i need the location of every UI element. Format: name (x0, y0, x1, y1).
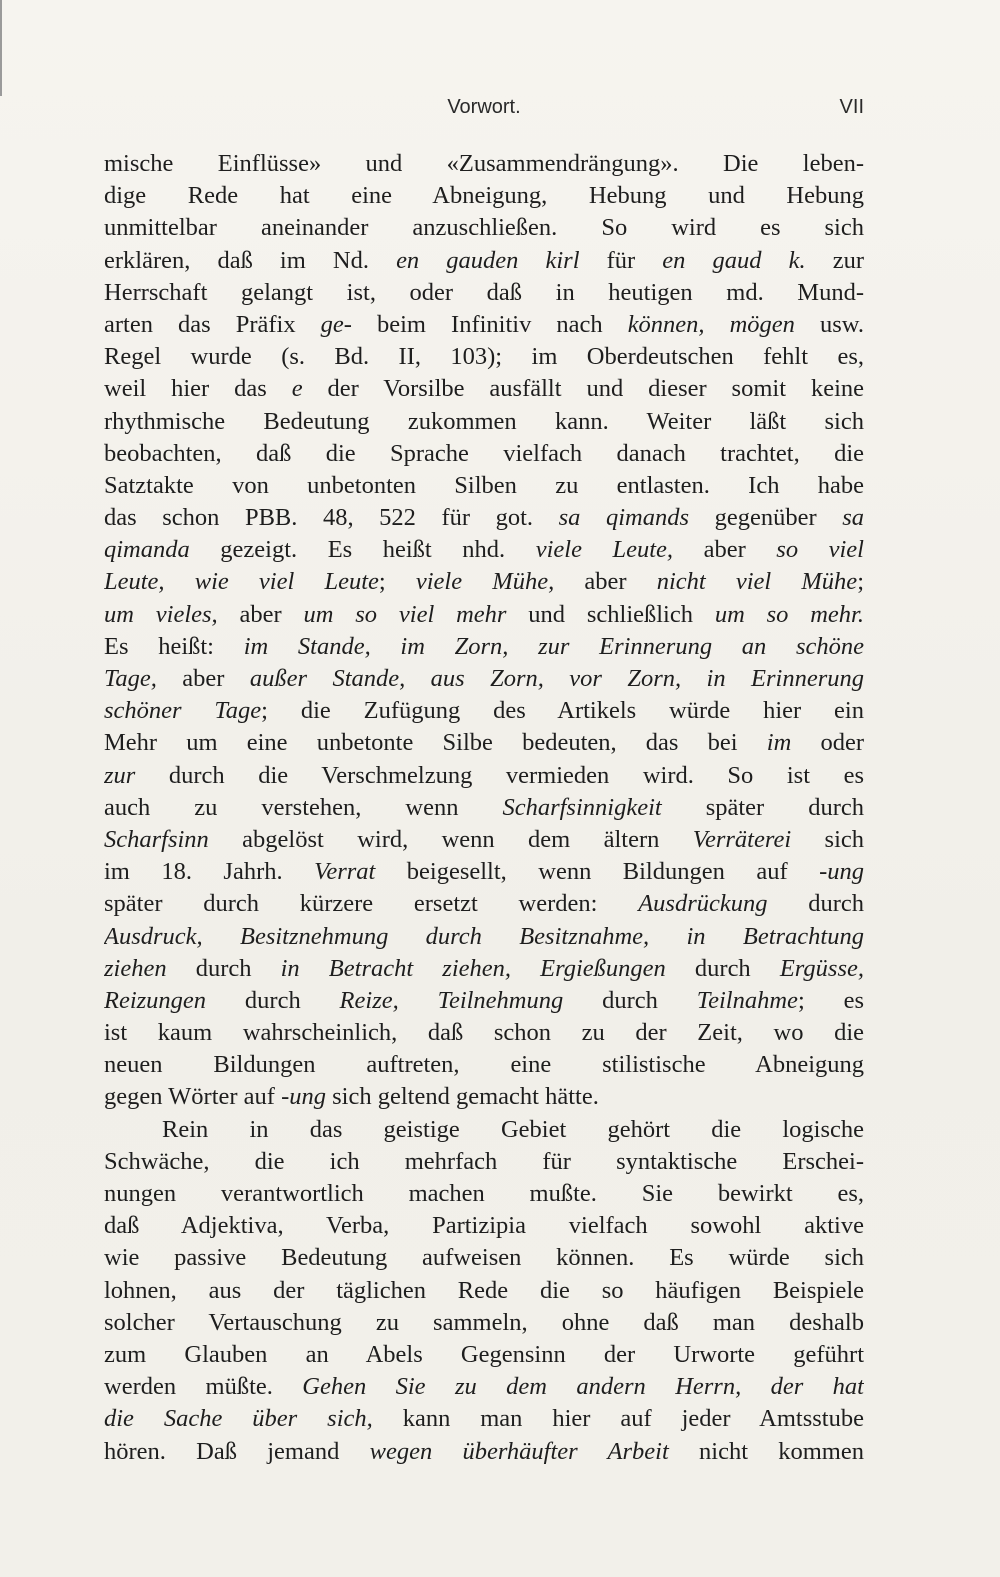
text-segment: durch (166, 954, 281, 982)
text-segment: durch (206, 986, 340, 1014)
text-segment: daß Adjektiva, Verba, Partizipia vielfach sowohl aktive (104, 1212, 864, 1240)
italic-text: um vieles, (104, 600, 218, 628)
text-segment: unmittelbar aneinander anzuschließen. So wird es sich (104, 214, 864, 242)
italic-text: sa qimands (558, 504, 690, 532)
italic-text: Gehen Sie zu dem andern Herrn, der hat (302, 1373, 864, 1401)
text-line (104, 470, 864, 502)
italic-text: Leute, wie viel Leute (104, 568, 379, 596)
text-line (104, 1242, 864, 1274)
text-segment: kann man hier auf jeder Amtsstube (372, 1405, 864, 1433)
text-segment: Regel wurde (s. Bd. II, 103); im Oberdeutschen fehlt es, (104, 343, 864, 371)
text-line (104, 953, 864, 985)
text-line (104, 1081, 864, 1113)
text-line (104, 1403, 864, 1435)
text-segment: rhythmische Bedeutung zukommen kann. Weiter läßt sich (104, 407, 864, 435)
text-segment: ; die Zufügung des Artikels würde hier ein (261, 697, 864, 725)
text-segment: werden müßte. (104, 1373, 303, 1401)
italic-text: e (291, 375, 303, 403)
text-segment: durch die Verschmelzung vermieden wird. So ist es (135, 761, 864, 789)
text-segment: zur (805, 246, 864, 274)
text-segment: ; (378, 568, 416, 596)
text-line (104, 792, 864, 824)
italic-text: Scharfsinn (104, 825, 209, 853)
text-segment: zum Glauben an Abels Gegensinn der Urworte geführt (104, 1340, 864, 1368)
italic-text: Ergüsse, (779, 954, 864, 982)
running-title: Vorwort. (447, 96, 521, 118)
italic-text: Teilnahme (696, 986, 798, 1014)
text-line (104, 502, 864, 534)
text-line (104, 341, 864, 373)
italic-text: ziehen (104, 954, 167, 982)
italic-text: so viel (776, 536, 864, 564)
text-segment: oder (791, 729, 864, 757)
text-segment: abgelöst wird, wenn dem ältern (208, 825, 693, 853)
italic-text: ge- (320, 310, 352, 338)
text-line (104, 309, 864, 341)
text-line (104, 1114, 864, 1146)
italic-text: schöner Tage (104, 697, 262, 725)
italic-text: Verräterei (692, 825, 792, 853)
text-segment: wie passive Bedeutung aufweisen können. Es würde sich (104, 1244, 864, 1272)
italic-text: um so mehr. (714, 600, 864, 628)
text-segment: Satztakte von unbetonten Silben zu entlasten. Ich habe (104, 471, 864, 499)
text-segment: aber (156, 665, 250, 692)
italic-text: um so viel mehr (303, 600, 507, 628)
text-segment: weil hier das (104, 375, 292, 403)
text-segment: später durch kürzere ersetzt werden: (104, 890, 639, 918)
text-segment: durch (665, 954, 780, 982)
italic-text: viele Leute, (535, 536, 674, 564)
text-segment: beigesellt, wenn Bildungen auf (375, 858, 820, 886)
text-segment: Mehr um eine unbetonte Silbe bedeuten, das bei (104, 729, 767, 757)
text-line (104, 277, 864, 309)
italic-text: en gauden kirl (396, 246, 580, 274)
italic-text: Scharfsinnigkeit (502, 793, 662, 821)
text-line (104, 888, 864, 920)
text-line (104, 921, 864, 953)
text-segment: arten das Präfix (104, 310, 321, 338)
text-segment: gezeigt. Es heißt nhd. (189, 536, 536, 564)
italic-text: Verrat (314, 858, 376, 886)
text-segment: gegenüber (689, 504, 843, 532)
text-segment: ist kaum wahrscheinlich, daß schon zu der Zeit, wo die (104, 1019, 864, 1047)
text-segment: beobachten, daß die Sprache vielfach danach trachtet, die (104, 439, 864, 467)
text-segment: neuen Bildungen auftreten, eine stilistische Abneigung (104, 1051, 864, 1079)
text-line (104, 1210, 864, 1242)
text-segment: solcher Vertauschung zu sammeln, ohne daß man deshalb (104, 1308, 864, 1336)
text-line (104, 534, 864, 566)
italic-text: nicht viel Mühe (656, 568, 858, 596)
italic-text: in Betracht ziehen, Ergießungen (280, 954, 666, 982)
text-segment: Schwäche, die ich mehrfach für syntaktische Erschei- (104, 1147, 864, 1175)
text-line (104, 760, 864, 792)
italic-text: -ung (819, 858, 864, 886)
italic-text: Ausdrückung (638, 890, 768, 918)
text-line (104, 1146, 864, 1178)
text-segment: hören. Daß jemand (104, 1437, 370, 1465)
text-segment: ; (857, 568, 864, 596)
text-line (104, 663, 864, 695)
text-line (104, 406, 864, 438)
page-number: VII (839, 96, 864, 118)
text-segment: im 18. Jahrh. (104, 858, 315, 886)
text-line (104, 212, 864, 244)
scan-edge-mark (0, 0, 12, 96)
text-segment: nungen verantwortlich machen mußte. Sie bewirkt es, (104, 1180, 864, 1207)
text-segment: der Vorsilbe ausfällt und dieser somit keine (302, 375, 864, 403)
text-segment: nicht kommen (668, 1437, 864, 1465)
text-line (104, 599, 864, 631)
italic-text: können, mögen (627, 310, 795, 338)
text-segment: ; es (797, 986, 864, 1014)
text-line (104, 985, 864, 1017)
text-segment: Herrschaft gelangt ist, oder daß in heutigen md. Mund- (104, 278, 864, 306)
text-line (104, 856, 864, 888)
text-segment: später durch (661, 793, 864, 821)
text-segment: aber (217, 600, 304, 628)
text-segment: dige Rede hat eine Abneigung, Hebung und Hebung (104, 182, 864, 210)
text-line (104, 1275, 864, 1307)
italic-text: Ausdruck, Besitznehmung durch Besitznahme, in Betrachtung (104, 922, 864, 950)
text-segment: das schon PBB. 48, 522 für got. (104, 504, 559, 532)
italic-text: wegen überhäufter Arbeit (369, 1437, 669, 1465)
text-segment: gegen Wörter auf (104, 1083, 282, 1111)
text-segment: aber (673, 536, 777, 564)
text-line (104, 695, 864, 727)
text-segment: beim Infinitiv nach (351, 310, 628, 338)
text-segment: durch (563, 986, 697, 1014)
italic-text: -ung (281, 1083, 327, 1111)
text-line (104, 1339, 864, 1371)
text-segment: aber (554, 568, 657, 596)
text-line (104, 180, 864, 212)
text-segment: usw. (794, 310, 864, 338)
text-line (104, 373, 864, 405)
text-segment: durch (767, 890, 864, 918)
italic-text: viele Mühe, (415, 568, 555, 596)
text-segment: erklären, daß im Nd. (104, 246, 397, 274)
text-line (104, 566, 864, 598)
text-line (104, 1371, 864, 1403)
text-line (104, 1436, 864, 1468)
text-line (104, 824, 864, 856)
page-header (104, 96, 864, 126)
italic-text: zur (104, 761, 136, 789)
text-segment: lohnen, aus der täglichen Rede die so häufigen Beispiele (104, 1276, 864, 1304)
italic-text: die Sache über sich, (104, 1405, 373, 1433)
text-line (104, 631, 864, 663)
text-segment: für (579, 246, 663, 274)
text-line (104, 1307, 864, 1339)
italic-text: im (766, 729, 792, 757)
text-line (104, 727, 864, 759)
italic-text: außer Stande, aus Zorn, vor Zorn, in Erinnerung (249, 665, 864, 692)
text-segment: auch zu verstehen, wenn (104, 793, 503, 821)
italic-text: im Stande, im Zorn, zur Erinnerung an schöne (243, 632, 864, 660)
italic-text: sa (842, 504, 864, 532)
text-line (104, 1178, 864, 1210)
text-segment: mische Einflüsse» und «Zusammendrängung». Die leben- (104, 150, 864, 177)
italic-text: Reize, Teilnehmung (339, 986, 564, 1014)
italic-text: en gaud k. (662, 246, 806, 274)
text-line (104, 1049, 864, 1081)
text-segment: Rein in das geistige Gebiet gehört die logische (162, 1115, 864, 1143)
text-segment: sich (791, 825, 864, 853)
italic-text: Reizungen (104, 986, 207, 1014)
text-segment: und schließlich (506, 600, 715, 628)
text-line (104, 1017, 864, 1049)
text-line (104, 438, 864, 470)
text-line (104, 148, 864, 180)
text-segment: Es heißt: (104, 632, 244, 660)
italic-text: Tage, (104, 665, 157, 692)
italic-text: qimanda (104, 536, 190, 564)
text-line (104, 245, 864, 277)
text-segment: sich geltend gemacht hätte. (326, 1083, 599, 1111)
body-text (104, 148, 864, 1468)
